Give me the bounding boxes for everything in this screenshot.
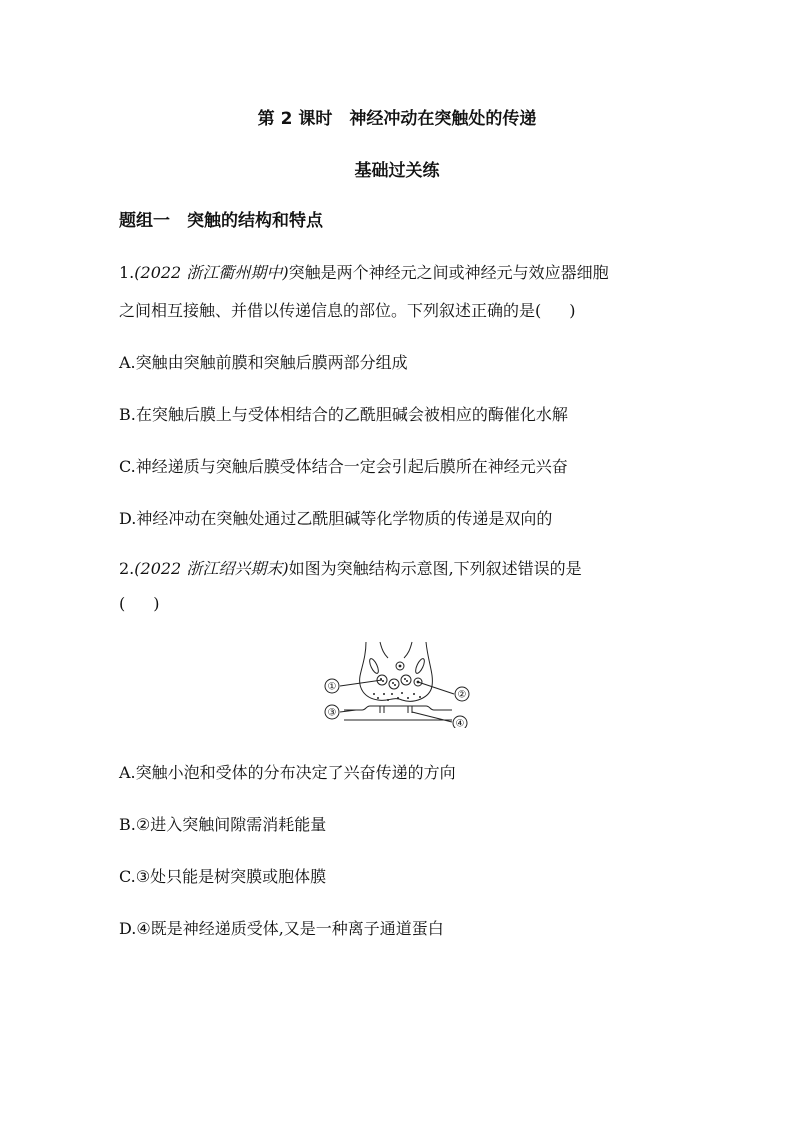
- question-2-number: 2.: [119, 559, 135, 578]
- question-2-option-d: D.④既是神经递质受体,又是一种离子通道蛋白: [119, 919, 444, 938]
- figure-label-4: ④: [455, 718, 465, 728]
- question-1-option-d: D.神经冲动在突触处通过乙酰胆碱等化学物质的传递是双向的: [119, 509, 553, 528]
- mitochondrion-left: [368, 657, 380, 674]
- neurotransmitter-dot: [373, 693, 375, 695]
- leader-line-1: [340, 680, 382, 686]
- question-1-option-a: A.突触由突触前膜和突触后膜两部分组成: [119, 353, 408, 372]
- synapse-diagram: [322, 636, 472, 728]
- question-1-stem-text-2: 之间相互接触、并借以传递信息的部位。下列叙述正确的是: [119, 301, 536, 320]
- section-title: 基础过关练: [354, 161, 440, 181]
- question-2-stem-line2: [119, 594, 160, 613]
- neurotransmitter-dot: [397, 697, 399, 699]
- presynaptic-membrane: [360, 642, 433, 701]
- question-1-paren-close: ): [569, 301, 576, 320]
- synaptic-vesicle: [401, 675, 411, 685]
- lesson-title: 第 2 课时 神经冲动在突触处的传递: [257, 109, 537, 129]
- question-1-number: 1.: [119, 263, 135, 282]
- neurotransmitter-dot: [419, 696, 421, 698]
- neurotransmitter-dot: [392, 682, 394, 684]
- receptor-channel: [380, 706, 384, 713]
- question-2-paren-close: ): [153, 594, 160, 613]
- question-1-paren-open: (: [535, 301, 542, 320]
- question-2-source: (2022 浙江绍兴期末): [134, 559, 289, 578]
- question-1-option-c: C.神经递质与突触后膜受体结合一定会引起后膜所在神经元兴奋: [119, 457, 568, 476]
- question-2-stem-text: 如图为突触结构示意图,下列叙述错误的是: [288, 559, 582, 578]
- synaptic-vesicle: [389, 679, 399, 689]
- neurotransmitter-dot: [380, 678, 382, 680]
- receptor-channel: [408, 706, 412, 713]
- neurotransmitter-dot: [394, 684, 396, 686]
- question-1-stem-line1: [119, 260, 609, 283]
- neurotransmitter-dot: [404, 678, 406, 680]
- question-1-stem-text-1: 突触是两个神经元之间或神经元与效应器细胞: [288, 263, 609, 282]
- leader-line-2: [418, 682, 454, 694]
- group-title: 题组一 突触的结构和特点: [119, 211, 323, 231]
- question-1-source: (2022 浙江衢州期中): [134, 263, 289, 282]
- neurotransmitter-dot: [377, 697, 379, 699]
- question-2-paren-open: (: [119, 594, 126, 613]
- question-2-option-c: C.③处只能是树突膜或胞体膜: [119, 867, 327, 886]
- figure-label-2: ②: [457, 689, 467, 701]
- neurotransmitter-dot: [399, 665, 402, 668]
- question-1-option-b: B.在突触后膜上与受体相结合的乙酰胆碱会被相应的酶催化水解: [119, 405, 568, 424]
- figure-label-1: ①: [327, 681, 337, 693]
- neurotransmitter-dot: [413, 693, 415, 695]
- question-1-stem-line2: [119, 298, 576, 321]
- figure-label-3: ③: [327, 707, 337, 719]
- axon-inner-line-left: [380, 642, 388, 658]
- neurotransmitter-dot: [407, 697, 409, 699]
- neurotransmitter-dot: [417, 681, 420, 684]
- neurotransmitter-dot: [391, 693, 393, 695]
- neurotransmitter-dot: [387, 699, 389, 701]
- question-2-stem-line1: [119, 556, 582, 579]
- neurotransmitter-dot: [401, 692, 403, 694]
- mitochondrion-right: [414, 657, 426, 674]
- neurotransmitter-dot: [383, 693, 385, 695]
- axon-inner-line-right: [404, 642, 412, 658]
- neurotransmitter-dot: [406, 680, 408, 682]
- postsynaptic-membrane: [344, 706, 452, 710]
- neurotransmitter-dot: [382, 680, 384, 682]
- question-2-option-b: B.②进入突触间隙需消耗能量: [119, 815, 327, 834]
- question-2-option-a: A.突触小泡和受体的分布决定了兴奋传递的方向: [119, 763, 456, 782]
